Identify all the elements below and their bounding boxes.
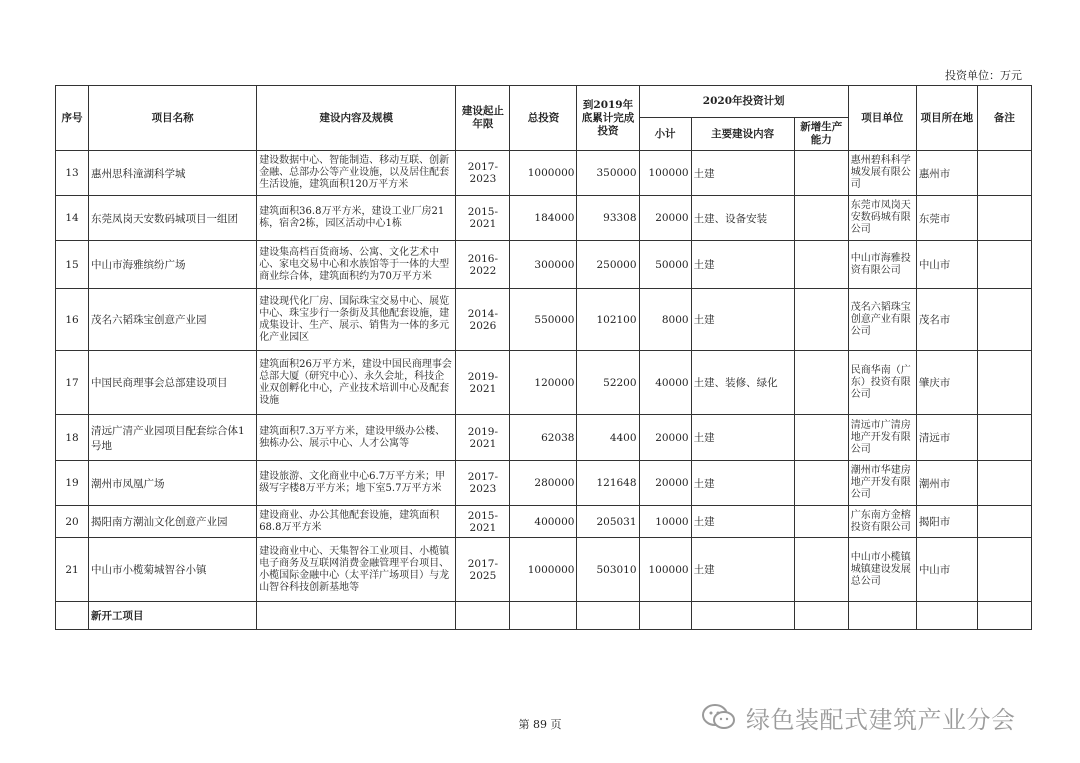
cell-subtotal: 100000 — [639, 538, 691, 602]
cell-empty — [794, 602, 848, 630]
cell-remarks — [977, 461, 1031, 506]
cell-completed: 102100 — [577, 289, 639, 351]
cell-main-content: 土建 — [691, 461, 794, 506]
cell-total: 400000 — [510, 506, 577, 538]
cell-empty — [848, 602, 916, 630]
header-no: 序号 — [56, 86, 89, 151]
cell-total: 300000 — [510, 241, 577, 289]
cell-content: 建设旅游、文化商业中心6.7万平方米；甲级写字楼8万平方米；地下室5.7万平方米 — [257, 461, 456, 506]
cell-subtotal: 20000 — [639, 461, 691, 506]
cell-remarks — [977, 351, 1031, 415]
cell-no: 21 — [56, 538, 89, 602]
cell-period: 2017-2023 — [456, 151, 510, 196]
table-row — [56, 196, 1032, 241]
cell-location: 中山市 — [916, 241, 977, 289]
cell-location: 中山市 — [916, 538, 977, 602]
header-main-content: 主要建设内容 — [691, 118, 794, 151]
cell-location: 潮州市 — [916, 461, 977, 506]
watermark — [700, 700, 1060, 734]
cell-empty — [577, 602, 639, 630]
table-row — [56, 461, 1032, 506]
table-row — [56, 151, 1032, 196]
cell-no: 19 — [56, 461, 89, 506]
cell-no: 15 — [56, 241, 89, 289]
header-subtotal: 小计 — [639, 118, 691, 151]
cell-total: 280000 — [510, 461, 577, 506]
section-label: 新开工项目 — [89, 602, 257, 630]
cell-subtotal: 100000 — [639, 151, 691, 196]
section-row — [56, 602, 1032, 630]
cell-empty — [691, 602, 794, 630]
cell-total: 550000 — [510, 289, 577, 351]
cell-total: 1000000 — [510, 151, 577, 196]
cell-completed: 350000 — [577, 151, 639, 196]
cell-main-content: 土建、设备安装 — [691, 196, 794, 241]
header-period: 建设起止年限 — [456, 86, 510, 151]
cell-completed: 503010 — [577, 538, 639, 602]
cell-unit: 中山市海雅投资有限公司 — [848, 241, 916, 289]
cell-total: 184000 — [510, 196, 577, 241]
cell-main-content: 土建 — [691, 506, 794, 538]
cell-total: 1000000 — [510, 538, 577, 602]
cell-unit: 广东南方金榕投资有限公司 — [848, 506, 916, 538]
page-number: 第 89 页 — [518, 718, 562, 731]
cell-capacity — [794, 506, 848, 538]
cell-period: 2016-2022 — [456, 241, 510, 289]
cell-period: 2017-2023 — [456, 461, 510, 506]
cell-remarks — [977, 289, 1031, 351]
cell-period: 2019-2021 — [456, 415, 510, 461]
cell-unit: 中山市小榄镇城镇建设发展总公司 — [848, 538, 916, 602]
cell-no: 20 — [56, 506, 89, 538]
cell-capacity — [794, 415, 848, 461]
cell-unit: 茂名六韬珠宝创意产业有限公司 — [848, 289, 916, 351]
cell-main-content: 土建 — [691, 415, 794, 461]
cell-main-content: 土建 — [691, 241, 794, 289]
table-row — [56, 538, 1032, 602]
header-name: 项目名称 — [89, 86, 257, 151]
cell-unit: 潮州市华建房地产开发有限公司 — [848, 461, 916, 506]
cell-content: 建筑面积7.3万平方米，建设甲级办公楼、独栋办公、展示中心、人才公寓等 — [257, 415, 456, 461]
cell-total: 120000 — [510, 351, 577, 415]
cell-main-content: 土建 — [691, 151, 794, 196]
cell-content: 建设集高档百货商场、公寓、文化艺术中心、家电交易中心和水族馆等于一体的大型商业综合体，建筑面积约为70万平方米 — [257, 241, 456, 289]
cell-period: 2015-2021 — [456, 196, 510, 241]
cell-name: 茂名六韬珠宝创意产业园 — [89, 289, 257, 351]
cell-period: 2017-2025 — [456, 538, 510, 602]
cell-location: 茂名市 — [916, 289, 977, 351]
cell-location: 东莞市 — [916, 196, 977, 241]
cell-location: 清远市 — [916, 415, 977, 461]
cell-empty — [916, 602, 977, 630]
table-row — [56, 241, 1032, 289]
cell-unit: 民商华南（广东）投资有限公司 — [848, 351, 916, 415]
cell-name: 惠州思科潼湖科学城 — [89, 151, 257, 196]
cell-capacity — [794, 538, 848, 602]
cell-remarks — [977, 415, 1031, 461]
header-remarks: 备注 — [977, 86, 1031, 151]
cell-period: 2014-2026 — [456, 289, 510, 351]
header-plan-2020: 2020年投资计划 — [639, 86, 848, 118]
cell-subtotal: 20000 — [639, 196, 691, 241]
cell-name: 潮州市凤凰广场 — [89, 461, 257, 506]
cell-period: 2019-2021 — [456, 351, 510, 415]
cell-subtotal: 40000 — [639, 351, 691, 415]
header-completed: 到2019年底累计完成投资 — [577, 86, 639, 151]
cell-content: 建筑面积36.8万平方米，建设工业厂房21栋，宿舍2栋，园区活动中心1栋 — [257, 196, 456, 241]
header-location: 项目所在地 — [916, 86, 977, 151]
cell-unit: 东莞市凤岗天安数码城有限公司 — [848, 196, 916, 241]
cell-completed: 250000 — [577, 241, 639, 289]
cell-total: 62038 — [510, 415, 577, 461]
cell-location: 揭阳市 — [916, 506, 977, 538]
cell-no: 13 — [56, 151, 89, 196]
investment-unit-label: 投资单位：万元 — [945, 69, 1022, 82]
cell-no: 17 — [56, 351, 89, 415]
header-total: 总投资 — [510, 86, 577, 151]
cell-capacity — [794, 289, 848, 351]
table-row — [56, 415, 1032, 461]
cell-unit: 清远市广清房地产开发有限公司 — [848, 415, 916, 461]
cell-location: 惠州市 — [916, 151, 977, 196]
cell-capacity — [794, 196, 848, 241]
cell-completed: 93308 — [577, 196, 639, 241]
table-row — [56, 351, 1032, 415]
cell-name: 中国民商理事会总部建设项目 — [89, 351, 257, 415]
cell-name: 清远广清产业园项目配套综合体1号地 — [89, 415, 257, 461]
table-row — [56, 289, 1032, 351]
cell-content: 建筑面积26万平方米，建设中国民商理事会总部大厦（研究中心）、永久会址，科技企业双创孵化中心，产业技术培训中心及配套设施 — [257, 351, 456, 415]
header-capacity: 新增生产能力 — [794, 118, 848, 151]
cell-no: 14 — [56, 196, 89, 241]
cell-unit: 惠州碧科科学城发展有限公司 — [848, 151, 916, 196]
cell-no: 18 — [56, 415, 89, 461]
cell-completed: 52200 — [577, 351, 639, 415]
cell-capacity — [794, 461, 848, 506]
cell-empty — [639, 602, 691, 630]
cell-remarks — [977, 538, 1031, 602]
cell-capacity — [794, 151, 848, 196]
cell-name: 中山市海雅缤纷广场 — [89, 241, 257, 289]
cell-completed: 205031 — [577, 506, 639, 538]
cell-main-content: 土建、装修、绿化 — [691, 351, 794, 415]
cell-subtotal: 20000 — [639, 415, 691, 461]
cell-no: 16 — [56, 289, 89, 351]
table-row — [56, 506, 1032, 538]
cell-no — [56, 602, 89, 630]
header-unit: 项目单位 — [848, 86, 916, 151]
cell-empty — [977, 602, 1031, 630]
cell-remarks — [977, 196, 1031, 241]
cell-content: 建设商业、办公其他配套设施，建筑面积68.8万平方米 — [257, 506, 456, 538]
cell-main-content: 土建 — [691, 538, 794, 602]
cell-subtotal: 8000 — [639, 289, 691, 351]
header-content: 建设内容及规模 — [257, 86, 456, 151]
cell-main-content: 土建 — [691, 289, 794, 351]
cell-empty — [456, 602, 510, 630]
cell-content: 建设现代化厂房、国际珠宝交易中心、展览中心、珠宝步行一条街及其他配套设施，建成集设计、生产、展示、销售为一体的多元化产业园区 — [257, 289, 456, 351]
cell-completed: 121648 — [577, 461, 639, 506]
wechat-logo-icon — [700, 702, 738, 732]
cell-location: 肇庆市 — [916, 351, 977, 415]
cell-empty — [257, 602, 456, 630]
cell-subtotal: 10000 — [639, 506, 691, 538]
watermark-text: 绿色装配式建筑产业分会 — [746, 705, 1016, 734]
cell-name: 东莞凤岗天安数码城项目一组团 — [89, 196, 257, 241]
cell-remarks — [977, 241, 1031, 289]
cell-content: 建设商业中心、天集智谷工业项目、小榄镇电子商务及互联网消费金融管理平台项目、小榄国际金融中心（太平洋广场项目）与龙山智谷科技创新基地等 — [257, 538, 456, 602]
cell-name: 中山市小榄菊城智谷小镇 — [89, 538, 257, 602]
cell-empty — [510, 602, 577, 630]
cell-name: 揭阳南方潮汕文化创意产业园 — [89, 506, 257, 538]
cell-capacity — [794, 351, 848, 415]
cell-completed: 4400 — [577, 415, 639, 461]
cell-capacity — [794, 241, 848, 289]
cell-remarks — [977, 151, 1031, 196]
cell-subtotal: 50000 — [639, 241, 691, 289]
investment-plan-table — [55, 85, 1032, 630]
cell-remarks — [977, 506, 1031, 538]
cell-period: 2015-2021 — [456, 506, 510, 538]
cell-content: 建设数据中心、智能制造、移动互联、创新金融、总部办公等产业设施，以及居住配套生活设施，建筑面积120万平方米 — [257, 151, 456, 196]
